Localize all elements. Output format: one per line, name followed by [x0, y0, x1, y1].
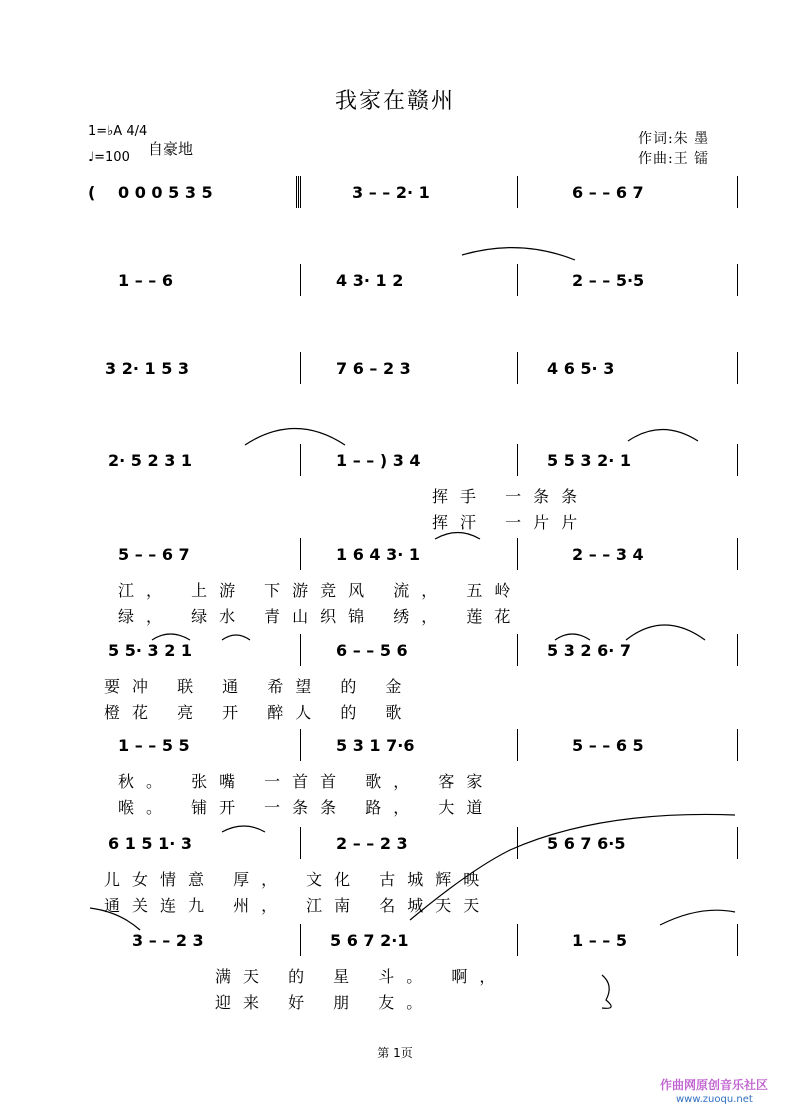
measure-notes: 1 – – ) 3 4 [336, 451, 421, 470]
measure-notes: 6 – – 5 6 [336, 641, 408, 660]
lyric-verse-2: 喉。 铺开 一条条 路， 大道 [118, 798, 495, 817]
measure-notes: 2 – – 3 4 [572, 545, 644, 564]
measure-notes: 1 – – 5 5 [118, 736, 190, 755]
measure-notes: 5 5 3 2· 1 [547, 451, 632, 470]
measure-notes: 5 5· 3 2 1 [108, 641, 193, 660]
tempo-mark: ♩=100 [88, 150, 130, 165]
measure-notes: 7 6 – 2 3 [336, 359, 411, 378]
watermark-logo: 作曲网原创音乐社区 [660, 1078, 769, 1092]
expression-mark: 自豪地 [148, 140, 194, 158]
measure-notes: 1 – – 6 [118, 271, 173, 290]
measure-notes: 2· 5 2 3 1 [108, 451, 193, 470]
lyric-verse-2: 通关连九 州， 江南 名城天天 [104, 896, 492, 915]
lyric-verse-1: 满天 的 星 斗。 啊， [215, 967, 508, 986]
measure-notes: 5 – – 6 5 [572, 736, 644, 755]
lyric-verse-2: 橙花 亮 开 醉人 的 歌 [104, 703, 414, 722]
composer-credit: 作曲:王 镭 [638, 151, 710, 167]
measure-notes: 3 – – 2· 1 [352, 183, 430, 202]
lyric-verse-2: 绿， 绿水 青山织锦 绣， 莲花 [118, 607, 523, 626]
measure-notes: 2 – – 2 3 [336, 834, 408, 853]
lyric-verse-1: 江， 上游 下游竞风 流， 五岭 [118, 581, 523, 600]
lyric-verse-2: 迎来 好 朋 友。 [215, 993, 435, 1012]
lyric-verse-1: 秋。 张嘴 一首首 歌， 客家 [118, 772, 495, 791]
measure-notes: 5 3 1 7·6 [336, 736, 415, 755]
measure-notes: 5 – – 6 7 [118, 545, 190, 564]
measure-notes: 6 – – 6 7 [572, 183, 644, 202]
measure-notes: 0 0 0 5 3 5 [118, 183, 213, 202]
measure-notes: 5 3 2 6· 7 [547, 641, 632, 660]
key-signature: 1=♭A 4/4 [88, 124, 148, 139]
measure-notes: 4 3· 1 2 [336, 271, 404, 290]
page-title: 我家在赣州 [334, 89, 455, 114]
measure-notes: 6 1 5 1· 3 [108, 834, 193, 853]
lyricist-credit: 作词:朱 墨 [638, 131, 710, 147]
opening-paren: ( [88, 183, 96, 202]
measure-notes: 1 6 4 3· 1 [336, 545, 421, 564]
measure-notes: 5 6 7 2·1 [330, 931, 409, 950]
measure-notes: 3 – – 2 3 [132, 931, 204, 950]
lyric-verse-1: 要冲 联 通 希望 的 金 [104, 677, 414, 696]
measure-notes: 1 – – 5 [572, 931, 627, 950]
page-number: 第 1页 [377, 1046, 413, 1060]
measure-notes: 2 – – 5·5 [572, 271, 645, 290]
lyric-verse-1: 儿女情意 厚， 文化 古城辉映 [104, 870, 492, 889]
lyric-verse-2: 挥汗 一片片 [432, 513, 590, 532]
measure-notes: 3 2· 1 5 3 [105, 359, 190, 378]
measure-notes: 4 6 5· 3 [547, 359, 615, 378]
watermark-url: www.zuoqu.net [676, 1094, 753, 1105]
lyric-verse-1: 挥手 一条条 [432, 487, 590, 506]
measure-notes: 5 6 7 6·5 [547, 834, 626, 853]
